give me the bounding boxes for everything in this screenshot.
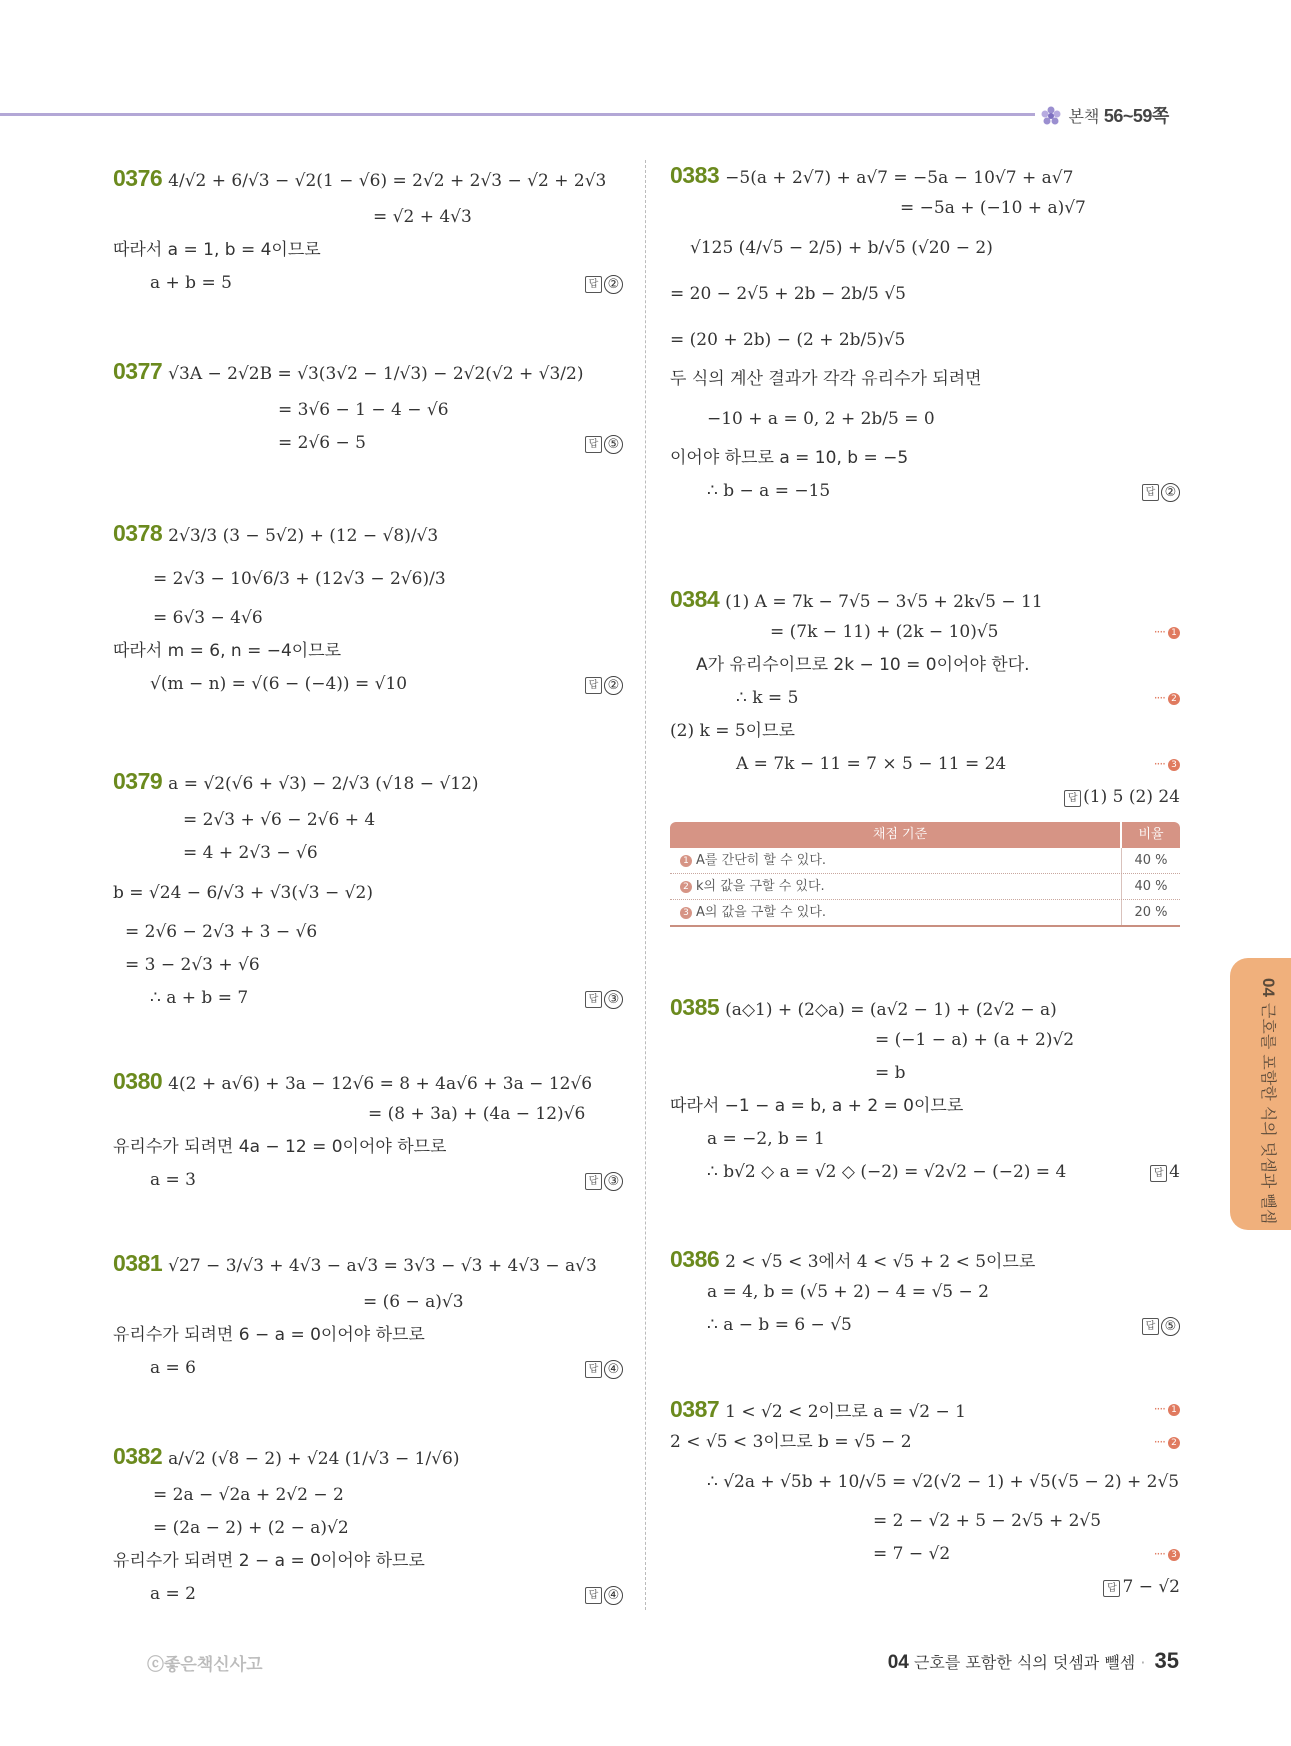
step-marker-1: ···· 1 xyxy=(1154,616,1180,649)
answer-mark xyxy=(585,267,623,300)
answer-choice: ⑤ xyxy=(1161,1317,1180,1336)
answer-value: 7 − √2 xyxy=(1122,1577,1180,1597)
answer-icon: 답 xyxy=(585,677,602,694)
math-line: √3A − 2√2B = √3(3√2 − 1/√3) − 2√2(√2 + √3/2) xyxy=(168,364,584,384)
problem-number: 0376 xyxy=(113,165,163,191)
answer-value: 4 xyxy=(1169,1162,1180,1182)
answer-mark xyxy=(1142,475,1180,508)
step-marker-1: ···· 1 xyxy=(1154,1393,1180,1426)
math-line: 2 < √5 < 3이므로 b = √5 − 2 xyxy=(670,1432,912,1452)
problem-0383 xyxy=(670,159,1180,508)
answer-icon: 답 xyxy=(585,1587,602,1604)
scoring-header-criterion: 채점 기준 xyxy=(670,822,1122,848)
problem-number: 0384 xyxy=(670,586,720,612)
answer-icon: 답 xyxy=(585,991,602,1008)
math-line: √27 − 3/√3 + 4√3 − a√3 = 3√3 − √3 + 4√3 − a√3 xyxy=(168,1256,597,1276)
header-page-reference xyxy=(1040,102,1169,128)
problem-number: 0387 xyxy=(670,1396,720,1422)
math-line: = (6 − a)√3 xyxy=(363,1292,464,1312)
scoring-ratio: 40 % xyxy=(1134,879,1168,894)
answer-choice: ② xyxy=(604,275,623,294)
problem-number: 0386 xyxy=(670,1246,720,1272)
math-line: = −5a + (−10 + a)√7 xyxy=(900,198,1086,218)
math-line: = 2√3 − 10√6/3 + (12√3 − 2√6)/3 xyxy=(153,569,446,589)
math-line: = 20 − 2√5 + 2b − 2b/5 √5 xyxy=(670,284,906,304)
problem-number: 0377 xyxy=(113,358,163,384)
answer-icon: 답 xyxy=(585,276,602,293)
scoring-table-header xyxy=(670,822,1180,848)
math-line: √(m − n) = √(6 − (−4)) = √10 xyxy=(150,674,408,694)
math-line: A = 7k − 11 = 7 × 5 − 11 = 24 xyxy=(736,754,1007,774)
math-line: 따라서 a = 1, b = 4이므로 xyxy=(113,240,321,260)
answer-icon: 답 xyxy=(1064,790,1081,807)
step-number: 2 xyxy=(680,881,692,893)
step-marker-2: ···· 2 xyxy=(1154,682,1180,715)
answer-mark xyxy=(1064,781,1180,814)
answer-choice: ③ xyxy=(604,1172,623,1191)
math-line: a = 3 xyxy=(150,1170,197,1190)
problem-number: 0382 xyxy=(113,1443,163,1469)
scoring-ratio: 20 % xyxy=(1134,905,1168,920)
math-line: = 2 − √2 + 5 − 2√5 + 2√5 xyxy=(873,1511,1102,1531)
math-line: −10 + a = 0, 2 + 2b/5 = 0 xyxy=(707,409,935,429)
answer-choice: ② xyxy=(1161,483,1180,502)
math-line: a = 4, b = (√5 + 2) − 4 = √5 − 2 xyxy=(707,1282,989,1302)
scoring-criterion: A를 간단히 할 수 있다. xyxy=(696,853,827,868)
scoring-table xyxy=(670,822,1180,927)
math-line: = 6√3 − 4√6 xyxy=(153,608,263,628)
answer-mark xyxy=(585,668,623,701)
step-number: 3 xyxy=(680,907,692,919)
flower-icon xyxy=(1040,106,1062,126)
math-line: ∴ √2a + √5b + 10/√5 = √2(√2 − 1) + √5(√5 − 2) + 2√5 xyxy=(707,1472,1180,1492)
step-marker-3: ···· 3 xyxy=(1154,1538,1180,1571)
math-line: a = 2 xyxy=(150,1584,197,1604)
step-number: 1 xyxy=(680,855,692,867)
answer-icon: 답 xyxy=(585,1173,602,1190)
step-marker-3: ···· 3 xyxy=(1154,748,1180,781)
answer-icon: 답 xyxy=(1142,1318,1159,1335)
answer-choice: ④ xyxy=(604,1586,623,1605)
math-line: = (−1 − a) + (a + 2)√2 xyxy=(875,1030,1075,1050)
math-line: ∴ b − a = −15 xyxy=(707,481,831,501)
problem-number: 0380 xyxy=(113,1068,163,1094)
math-line: a + b = 5 xyxy=(150,273,232,293)
math-line: √125 (4/√5 − 2/5) + b/√5 (√20 − 2) xyxy=(690,238,993,258)
problem-0382 xyxy=(113,1433,623,1611)
math-line: = (2a − 2) + (2 − a)√2 xyxy=(153,1518,349,1538)
answer-mark xyxy=(585,1578,623,1611)
scoring-row xyxy=(670,848,1180,874)
math-line: = √2 + 4√3 xyxy=(373,207,472,227)
problem-0387 xyxy=(670,1393,1180,1604)
problem-0385 xyxy=(670,991,1180,1189)
answer-choice: ⑤ xyxy=(604,435,623,454)
answer-icon: 답 xyxy=(1142,484,1159,501)
footer-publisher: ⓒ좋은책신사고 xyxy=(147,1655,263,1674)
answer-mark xyxy=(585,1352,623,1385)
answer-choice: ② xyxy=(604,676,623,695)
math-line: 두 식의 계산 결과가 각각 유리수가 되려면 xyxy=(670,369,982,389)
answer-icon: 답 xyxy=(1103,1580,1120,1597)
math-line: 2√3/3 (3 − 5√2) + (12 − √8)/√3 xyxy=(168,526,439,546)
math-line: = b xyxy=(875,1063,906,1083)
header-ref-pages: 56~59쪽 xyxy=(1103,106,1169,126)
scoring-header-ratio: 비율 xyxy=(1138,827,1164,842)
math-line: = 2√6 − 5 xyxy=(278,433,366,453)
header-rule xyxy=(0,113,1035,116)
math-line: a = √2(√6 + √3) − 2/√3 (√18 − √12) xyxy=(168,774,479,794)
scoring-row xyxy=(670,900,1180,927)
math-line: 유리수가 되려면 4a − 12 = 0이어야 하므로 xyxy=(113,1137,447,1157)
math-line: ∴ a + b = 7 xyxy=(150,988,249,1008)
answer-mark xyxy=(585,1164,623,1197)
column-divider xyxy=(645,160,646,1610)
math-line: 따라서 −1 − a = b, a + 2 = 0이므로 xyxy=(670,1096,964,1116)
math-line: 4/√2 + 6/√3 − √2(1 − √6) = 2√2 + 2√3 − √2 + 2√3 xyxy=(168,171,607,191)
chapter-side-tab-text: 04근호를 포함한 식의 덧셈과 뺄셈 xyxy=(1259,978,1278,1225)
math-line: (a◇1) + (2◇a) = (a√2 − 1) + (2√2 − a) xyxy=(725,1000,1057,1020)
math-line: = 3√6 − 1 − 4 − √6 xyxy=(278,400,449,420)
math-line: 이어야 하므로 a = 10, b = −5 xyxy=(670,448,909,468)
answer-mark xyxy=(585,982,623,1015)
math-line: b = √24 − 6/√3 + √3(√3 − √2) xyxy=(113,883,373,903)
math-line: a = 6 xyxy=(150,1358,197,1378)
math-line: = (7k − 11) + (2k − 10)√5 xyxy=(770,622,999,642)
answer-value: (1) 5 (2) 24 xyxy=(1083,787,1180,807)
math-line: (2) k = 5이므로 xyxy=(670,721,795,741)
answer-choice: ③ xyxy=(604,990,623,1009)
math-line: = (20 + 2b) − (2 + 2b/5)√5 xyxy=(670,330,906,350)
problem-number: 0383 xyxy=(670,162,720,188)
math-line: 따라서 m = 6, n = −4이므로 xyxy=(113,641,342,661)
math-line: 1 < √2 < 2이므로 a = √2 − 1 xyxy=(725,1402,966,1422)
math-line: ∴ k = 5 xyxy=(736,688,799,708)
math-line: a/√2 (√8 − 2) + √24 (1/√3 − 1/√6) xyxy=(168,1449,460,1469)
problem-number: 0378 xyxy=(113,520,163,546)
math-line: = 2√6 − 2√3 + 3 − √6 xyxy=(125,922,318,942)
problem-0379 xyxy=(113,758,623,1015)
step-marker-2: ···· 2 xyxy=(1154,1426,1180,1459)
math-line: = 3 − 2√3 + √6 xyxy=(125,955,260,975)
scoring-row xyxy=(670,874,1180,900)
math-line: = 7 − √2 xyxy=(873,1544,951,1564)
math-line: 2 < √5 < 3에서 4 < √5 + 2 < 5이므로 xyxy=(725,1252,1036,1272)
math-line: ∴ a − b = 6 − √5 xyxy=(707,1315,852,1335)
math-line: (1) A = 7k − 7√5 − 3√5 + 2k√5 − 11 xyxy=(725,592,1043,612)
answer-mark xyxy=(1150,1156,1180,1189)
page-number: 35 xyxy=(1154,1648,1179,1673)
math-line: = 4 + 2√3 − √6 xyxy=(183,843,318,863)
chapter-side-tab[interactable] xyxy=(1230,958,1291,1230)
scoring-criterion: A의 값을 구할 수 있다. xyxy=(696,905,827,920)
scoring-criterion: k의 값을 구할 수 있다. xyxy=(696,879,825,894)
problem-0381 xyxy=(113,1240,623,1385)
problem-0376 xyxy=(113,155,623,300)
answer-mark xyxy=(585,427,623,460)
math-line: 유리수가 되려면 6 − a = 0이어야 하므로 xyxy=(113,1325,425,1345)
problem-0378 xyxy=(113,510,623,701)
math-line: a = −2, b = 1 xyxy=(707,1129,825,1149)
math-line: = (8 + 3a) + (4a − 12)√6 xyxy=(368,1104,586,1124)
answer-mark xyxy=(1103,1571,1180,1604)
problem-number: 0381 xyxy=(113,1250,163,1276)
math-line: = 2√3 + √6 − 2√6 + 4 xyxy=(183,810,376,830)
problem-0377 xyxy=(113,348,623,460)
problem-0384 xyxy=(670,583,1180,814)
answer-mark xyxy=(1142,1309,1180,1342)
math-line: A가 유리수이므로 2k − 10 = 0이어야 한다. xyxy=(696,655,1030,675)
answer-choice: ④ xyxy=(604,1360,623,1379)
answer-icon: 답 xyxy=(585,1361,602,1378)
math-line: 4(2 + a√6) + 3a − 12√6 = 8 + 4a√6 + 3a − 12√6 xyxy=(168,1074,593,1094)
answer-icon: 답 xyxy=(1150,1165,1167,1182)
math-line: −5(a + 2√7) + a√7 = −5a − 10√7 + a√7 xyxy=(725,168,1074,188)
problem-0386 xyxy=(670,1243,1180,1342)
scoring-ratio: 40 % xyxy=(1134,853,1168,868)
math-line: 유리수가 되려면 2 − a = 0이어야 하므로 xyxy=(113,1551,425,1571)
math-line: ∴ b√2 ◇ a = √2 ◇ (−2) = √2√2 − (−2) = 4 xyxy=(707,1162,1067,1182)
problem-number: 0385 xyxy=(670,994,720,1020)
problem-number: 0379 xyxy=(113,768,163,794)
header-ref-label: 본책 xyxy=(1068,109,1100,126)
answer-icon: 답 xyxy=(585,436,602,453)
problem-0380 xyxy=(113,1065,623,1197)
math-line: = 2a − √2a + 2√2 − 2 xyxy=(153,1485,344,1505)
footer-chapter-title: 04 근호를 포함한 식의 덧셈과 뺄셈 · 35 xyxy=(887,1648,1179,1673)
